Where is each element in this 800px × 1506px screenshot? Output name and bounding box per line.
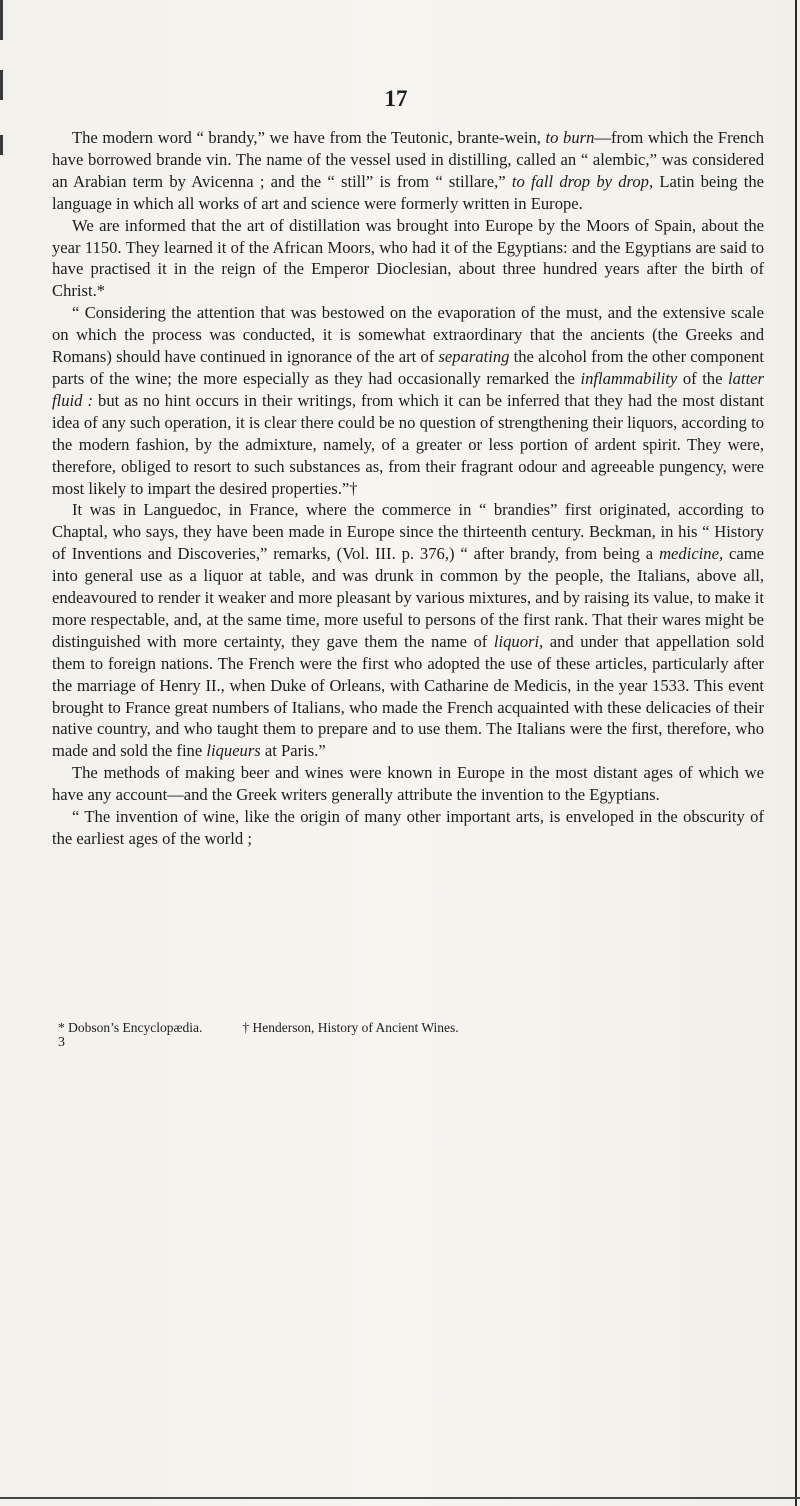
text-run: —from which the French have borrowed brande vin. The name of the vessel used in distilling, called an “ alembic,” was considered an Arabian term by Avicenna ; and the “ still” is from “ stillare,”: [52, 128, 764, 191]
left-edge-mark: [0, 135, 3, 155]
text-run: came into general use as a liquor at table, and was drunk in common by the people, the Italians, above all, endeavoured to render it weaker and more pleasant by various mixtures, and by raising its value, to make it more respectable, and, at the same time, more useful to persons of the first rank. That their wares might be distinguished with more certainty, they gave them the name of: [52, 544, 764, 651]
paragraph: [52, 806, 764, 850]
page-number: 17: [384, 86, 408, 111]
footnote: * Dobson’s Encyclopædia.: [58, 1020, 203, 1035]
footnote: † Henderson, History of Ancient Wines.: [242, 1020, 459, 1035]
italic-text: liqueurs: [206, 741, 261, 761]
text-run: “ The invention of wine, like the origin of many other important arts, is enveloped in the obscurity of the earliest ages of the world ;: [52, 807, 764, 848]
text-run: We are informed that the art of distillation was brought into Europe by the Moors of Spain, about the year 1150. They learned it of the African Moors, who had it of the Egyptians: and the Egyptians are said to have practised it in the reign of the Emperor Dioclesian, about three hundred years after the birth of Christ.*: [52, 215, 764, 301]
footnotes: [58, 1019, 778, 1037]
left-edge-mark: [0, 70, 3, 100]
italic-text: to burn: [545, 128, 595, 147]
text-run: The modern word “ brandy,” we have from the Teutonic, brante-wein,: [72, 128, 546, 147]
signature-mark: 3: [58, 1035, 65, 1050]
text-run: The methods of making beer and wines were known in Europe in the most distant ages of which we have any account—and the Greek writers generally attribute the invention to the Egyptians.: [52, 763, 764, 805]
left-edge-mark: [0, 0, 3, 40]
paragraph: [52, 215, 764, 303]
text-run: of the: [677, 368, 729, 388]
italic-text: liquori,: [493, 631, 544, 651]
italic-text: medicine,: [659, 544, 724, 564]
text-run: It was in Languedoc, in France, where the commerce in “ brandies” first originated, according to Chaptal, who says, they have been made in Europe since the thirteenth century. Beckman, in his “ History of Inventions and Discoveries,” remarks, (Vol. III. p. 376,) “ after brandy, from being a: [52, 500, 764, 564]
paragraph: [52, 302, 764, 499]
bottom-rule: [0, 1497, 800, 1499]
text-run: and under that appellation sold them to foreign nations. The French were the first who adopted the use of these articles, particularly after the marriage of Henry II., when Duke of Orleans, with Catharine de Medicis, in the year 1533. This event brought to France great numbers of Italians, who made the French acquainted with these delicacies of their native country, and who taught them to prepare and to use them. The Italians were the first, therefore, who made and sold the fine: [52, 631, 764, 761]
text-run: the alcohol from the other component parts of the wine; the more especially as they had occasionally remarked the: [52, 347, 765, 388]
paragraph: [52, 762, 764, 806]
text-run: but as no hint occurs in their writings, from which it can be inferred that they had the most distant idea of any such operation, it is clear there could be no question of strengthening their liquors, according to the modern fashion, by the admixture, namely, of a greater or less portion of ardent spirit. They were, therefore, obliged to resort to such substances as, from their fragrant odour and agreeable pungency, were most likely to impart the desired properties.”†: [52, 390, 764, 498]
italic-text: latter fluid :: [52, 368, 764, 410]
text-run: Latin being the language in which all works of art and science were formerly written in Europe.: [52, 171, 765, 213]
paragraph: [52, 499, 764, 762]
italic-text: separating: [438, 347, 510, 367]
text-run: “ Considering the attention that was bestowed on the evaporation of the must, and the extensive scale on which the process was conducted, it is somewhat extraordinary that the ancients (the Greeks and Romans) should have continued in ignorance of the art of: [52, 303, 764, 367]
body-text: [52, 127, 764, 850]
text-run: at Paris.”: [260, 741, 326, 761]
italic-text: inflammability: [580, 368, 678, 388]
italic-text: to fall drop by drop,: [511, 171, 654, 191]
paragraph: [52, 127, 764, 215]
page-edge-line: [795, 0, 797, 1506]
